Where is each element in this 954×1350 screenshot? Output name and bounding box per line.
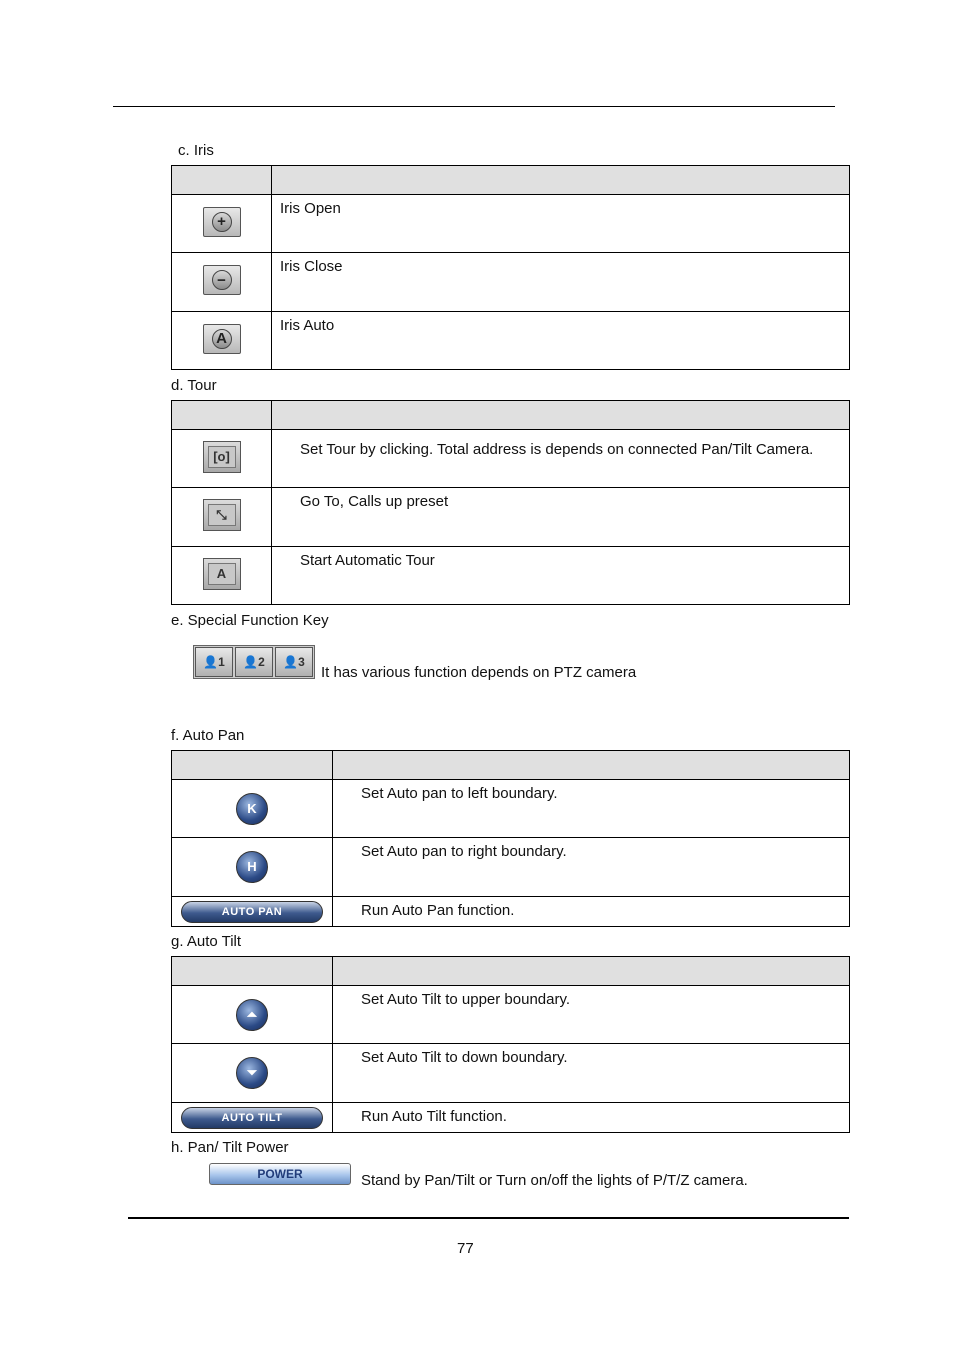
special-function-section-title: e. Special Function Key <box>171 612 329 629</box>
table-row <box>172 1103 850 1133</box>
auto-tilt-run-description: Run Auto Tilt function. <box>333 1103 850 1133</box>
iris-close-icon[interactable]: − <box>203 265 241 295</box>
auto-tilt-button[interactable]: AUTO TILT <box>181 1107 323 1129</box>
table-row <box>172 897 850 927</box>
tilt-down-description: Set Auto Tilt to down boundary. <box>333 1044 850 1103</box>
table-row <box>172 838 850 897</box>
go-to-preset-description: Go To, Calls up preset <box>272 488 850 547</box>
special-function-description: It has various function depends on PTZ camera <box>321 664 637 681</box>
power-button[interactable]: POWER <box>209 1163 351 1185</box>
pan-right-description: Set Auto pan to right boundary. <box>333 838 850 897</box>
iris-section-title: c. Iris <box>178 142 214 159</box>
set-tour-description: Set Tour by clicking. Total address is depends on connected Pan/Tilt Camera. <box>272 430 850 488</box>
table-row <box>172 430 850 488</box>
footer-rule <box>128 1217 849 1219</box>
table-header-row <box>172 957 850 986</box>
special-function-key-1-icon[interactable]: 👤 1 <box>195 647 233 677</box>
table-row <box>172 253 850 312</box>
iris-open-icon[interactable]: + <box>203 207 241 237</box>
pan-left-description: Set Auto pan to left boundary. <box>333 780 850 838</box>
table-header-row <box>172 401 850 430</box>
auto-pan-button[interactable]: AUTO PAN <box>181 901 323 923</box>
table-row <box>172 986 850 1044</box>
iris-table <box>171 165 850 370</box>
pan-left-boundary-icon[interactable]: K <box>236 793 268 825</box>
page-number: 77 <box>457 1240 474 1257</box>
iris-open-description: Iris Open <box>272 195 850 253</box>
special-function-key-2-icon[interactable]: 👤 2 <box>235 647 273 677</box>
auto-tour-description: Start Automatic Tour <box>272 547 850 605</box>
tour-table <box>171 400 850 605</box>
power-description: Stand by Pan/Tilt or Turn on/off the lights of P/T/Z camera. <box>361 1172 748 1189</box>
tilt-down-boundary-icon[interactable]: ⏷ <box>236 1057 268 1089</box>
table-header-row <box>172 751 850 780</box>
special-function-keys <box>193 645 315 679</box>
special-function-key-3-icon[interactable]: 👤 3 <box>275 647 313 677</box>
table-row <box>172 547 850 605</box>
auto-pan-table <box>171 750 850 927</box>
auto-tilt-section-title: g. Auto Tilt <box>171 933 242 950</box>
table-row <box>172 1044 850 1103</box>
table-row <box>172 488 850 547</box>
table-row <box>172 312 850 370</box>
power-section-title: h. Pan/ Tilt Power <box>171 1139 289 1156</box>
iris-close-description: Iris Close <box>272 253 850 312</box>
tilt-upper-boundary-icon[interactable]: ⏶ <box>236 999 268 1031</box>
go-to-preset-icon[interactable]: ⤡ <box>203 499 241 531</box>
tilt-upper-description: Set Auto Tilt to upper boundary. <box>333 986 850 1044</box>
table-row <box>172 780 850 838</box>
auto-tour-icon[interactable]: A <box>203 558 241 590</box>
table-header-row <box>172 166 850 195</box>
auto-tilt-table <box>171 956 850 1133</box>
set-tour-icon[interactable]: [o] <box>203 441 241 473</box>
tour-section-title: d. Tour <box>171 377 217 394</box>
table-row <box>172 195 850 253</box>
iris-auto-icon[interactable]: A <box>203 324 241 354</box>
iris-auto-description: Iris Auto <box>272 312 850 370</box>
pan-right-boundary-icon[interactable]: H <box>236 851 268 883</box>
auto-pan-run-description: Run Auto Pan function. <box>333 897 850 927</box>
auto-pan-section-title: f. Auto Pan <box>171 727 245 744</box>
header-rule <box>113 106 835 107</box>
